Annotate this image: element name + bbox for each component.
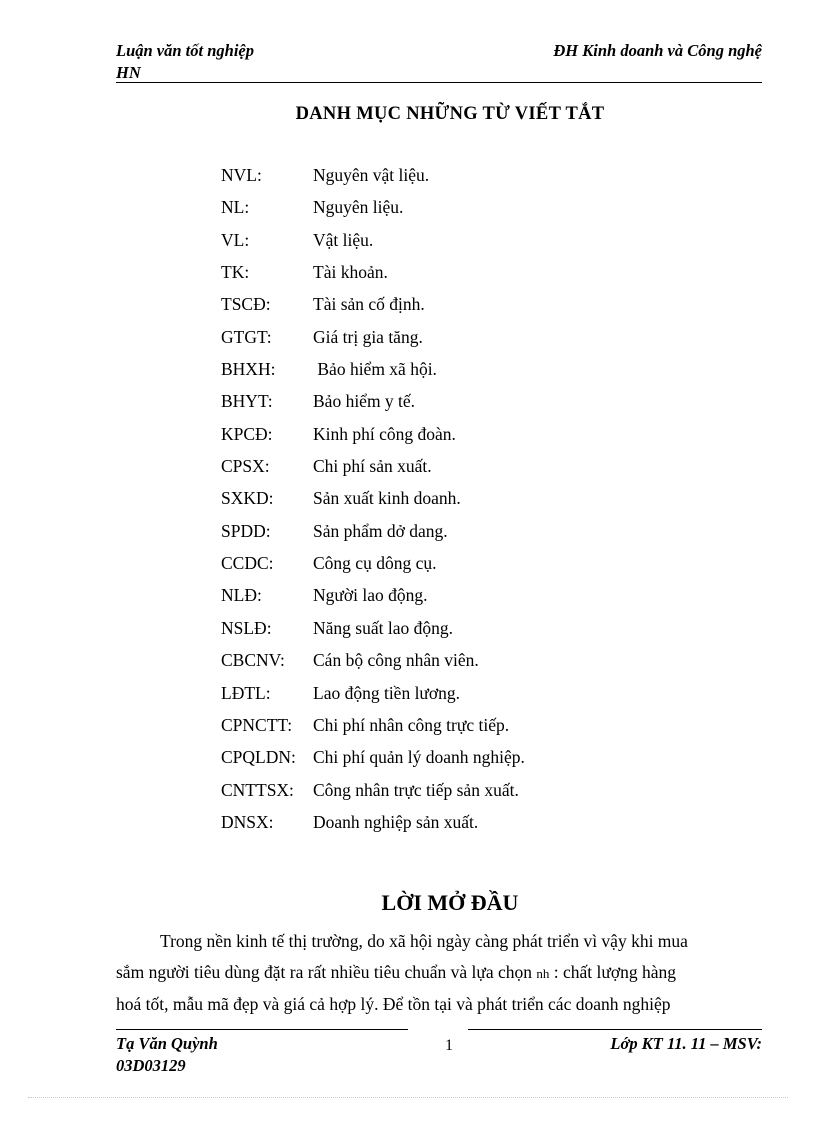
header-left-line2: HN bbox=[116, 63, 141, 82]
abbreviation-row bbox=[221, 324, 525, 356]
abbreviation-code: CPSX: bbox=[221, 456, 270, 477]
abbreviation-meaning: Tài khoản. bbox=[313, 262, 388, 283]
abbreviation-row bbox=[221, 744, 525, 776]
abbreviation-meaning: Người lao động. bbox=[313, 585, 428, 606]
abbreviation-row bbox=[221, 615, 525, 647]
footer-author-name: Tạ Văn Quỳnh bbox=[116, 1034, 218, 1053]
abbreviation-code: TSCĐ: bbox=[221, 294, 271, 315]
abbreviation-code: TK: bbox=[221, 262, 250, 283]
abbreviation-list bbox=[221, 162, 525, 841]
abbreviation-code: CNTTSX: bbox=[221, 779, 294, 800]
abbreviation-code: SXKD: bbox=[221, 488, 274, 509]
abbreviation-row bbox=[221, 809, 525, 841]
header-thesis-label bbox=[116, 40, 254, 84]
header-rule bbox=[116, 82, 762, 83]
abbreviation-code: KPCĐ: bbox=[221, 423, 273, 444]
abbreviation-code: NSLĐ: bbox=[221, 617, 272, 638]
intro-heading: LỜI MỞ ĐẦU bbox=[381, 890, 519, 915]
abbreviation-meaning: Nguyên liệu. bbox=[313, 197, 404, 218]
abbreviation-row bbox=[221, 227, 525, 259]
abbreviation-row bbox=[221, 421, 525, 453]
footer-student-id: 03D03129 bbox=[116, 1056, 186, 1075]
abbreviation-code: GTGT: bbox=[221, 326, 272, 347]
abbreviation-code: CCDC: bbox=[221, 553, 274, 574]
abbreviations-title: DANH MỤC NHỮNG TỪ VIẾT TẮT bbox=[295, 104, 605, 124]
intro-line-3: hoá tốt, mẫu mã đẹp và giá cả hợp lý. Để tồn tại và phát triển các doanh nghiệp bbox=[116, 994, 671, 1014]
abbreviation-meaning: Sản xuất kinh doanh. bbox=[313, 488, 461, 509]
abbreviation-code: NLĐ: bbox=[221, 585, 262, 606]
header-university: ĐH Kinh doanh và Công nghệ bbox=[553, 41, 762, 60]
abbreviation-code: NVL: bbox=[221, 165, 262, 185]
abbreviation-row bbox=[221, 518, 525, 550]
page-bottom-border bbox=[28, 1097, 788, 1098]
intro-line-1: Trong nền kinh tế thị trường, do xã hội ngày càng phát triển vì vậy khi mua bbox=[160, 931, 688, 951]
abbreviation-code: DNSX: bbox=[221, 811, 274, 832]
abbreviation-row bbox=[221, 712, 525, 744]
header-left-line1: Luận văn tốt nghiệp bbox=[116, 41, 254, 60]
abbreviation-meaning: Năng suất lao động. bbox=[313, 617, 453, 638]
abbreviation-meaning: Lao động tiền lương. bbox=[313, 682, 461, 703]
abbreviation-meaning: Cán bộ công nhân viên. bbox=[313, 650, 479, 671]
intro-paragraph bbox=[116, 926, 762, 1020]
abbreviation-meaning: Tài sản cố định. bbox=[313, 294, 425, 315]
abbreviation-meaning: Công cụ dông cụ. bbox=[313, 553, 437, 574]
abbreviation-meaning: Giá trị gia tăng. bbox=[313, 326, 423, 347]
abbreviation-meaning: Bảo hiểm y tế. bbox=[313, 391, 416, 412]
abbreviation-meaning: Vật liệu. bbox=[313, 229, 374, 250]
abbreviation-code: CBCNV: bbox=[221, 650, 285, 671]
abbreviation-code: BHXH: bbox=[221, 359, 276, 380]
page-footer bbox=[116, 1020, 762, 1080]
abbreviation-row bbox=[221, 291, 525, 323]
abbreviation-row bbox=[221, 388, 525, 420]
page-header bbox=[116, 40, 762, 84]
abbreviation-row bbox=[221, 550, 525, 582]
abbreviation-code: VL: bbox=[221, 229, 250, 250]
abbreviation-row bbox=[221, 680, 525, 712]
footer-class-info: Lớp KT 11. 11 – MSV: bbox=[610, 1034, 762, 1053]
abbreviation-code: NL: bbox=[221, 197, 250, 218]
footer-rule-left bbox=[116, 1029, 408, 1030]
abbreviation-row bbox=[221, 194, 525, 226]
abbreviation-row bbox=[221, 647, 525, 679]
page-number: 1 bbox=[445, 1037, 453, 1054]
abbreviation-meaning: Kinh phí công đoàn. bbox=[313, 423, 456, 444]
intro-line-2 bbox=[116, 957, 762, 989]
abbreviation-code: BHYT: bbox=[221, 391, 273, 412]
intro-line-2-small: nh bbox=[536, 966, 550, 981]
abbreviation-code: CPQLDN: bbox=[221, 747, 296, 768]
abbreviation-row bbox=[221, 259, 525, 291]
abbreviation-row bbox=[221, 162, 525, 194]
abbreviation-meaning: Chi phí sản xuất. bbox=[313, 456, 432, 477]
abbreviation-meaning: Chi phí quản lý doanh nghiệp. bbox=[313, 747, 525, 768]
abbreviation-code: SPDD: bbox=[221, 520, 271, 541]
abbreviation-row bbox=[221, 356, 525, 388]
abbreviation-row bbox=[221, 485, 525, 517]
abbreviation-row bbox=[221, 453, 525, 485]
abbreviation-code: CPNCTT: bbox=[221, 714, 293, 735]
abbreviation-row bbox=[221, 777, 525, 809]
abbreviation-meaning: Bảo hiểm xã hội. bbox=[313, 359, 437, 380]
abbreviation-row bbox=[221, 582, 525, 614]
abbreviation-meaning: Nguyên vật liệu. bbox=[313, 165, 430, 185]
abbreviation-meaning: Doanh nghiệp sản xuất. bbox=[313, 811, 479, 832]
abbreviation-meaning: Sản phẩm dở dang. bbox=[313, 520, 448, 541]
intro-line-2a: sắm người tiêu dùng đặt ra rất nhiều tiêu chuẩn và lựa chọn bbox=[116, 962, 537, 982]
abbreviation-code: LĐTL: bbox=[221, 682, 271, 703]
abbreviation-meaning: Chi phí nhân công trực tiếp. bbox=[313, 714, 510, 735]
abbreviation-meaning: Công nhân trực tiếp sản xuất. bbox=[313, 779, 519, 800]
footer-rule-right bbox=[468, 1029, 762, 1030]
intro-line-2b: : chất lượng hàng bbox=[549, 962, 677, 982]
